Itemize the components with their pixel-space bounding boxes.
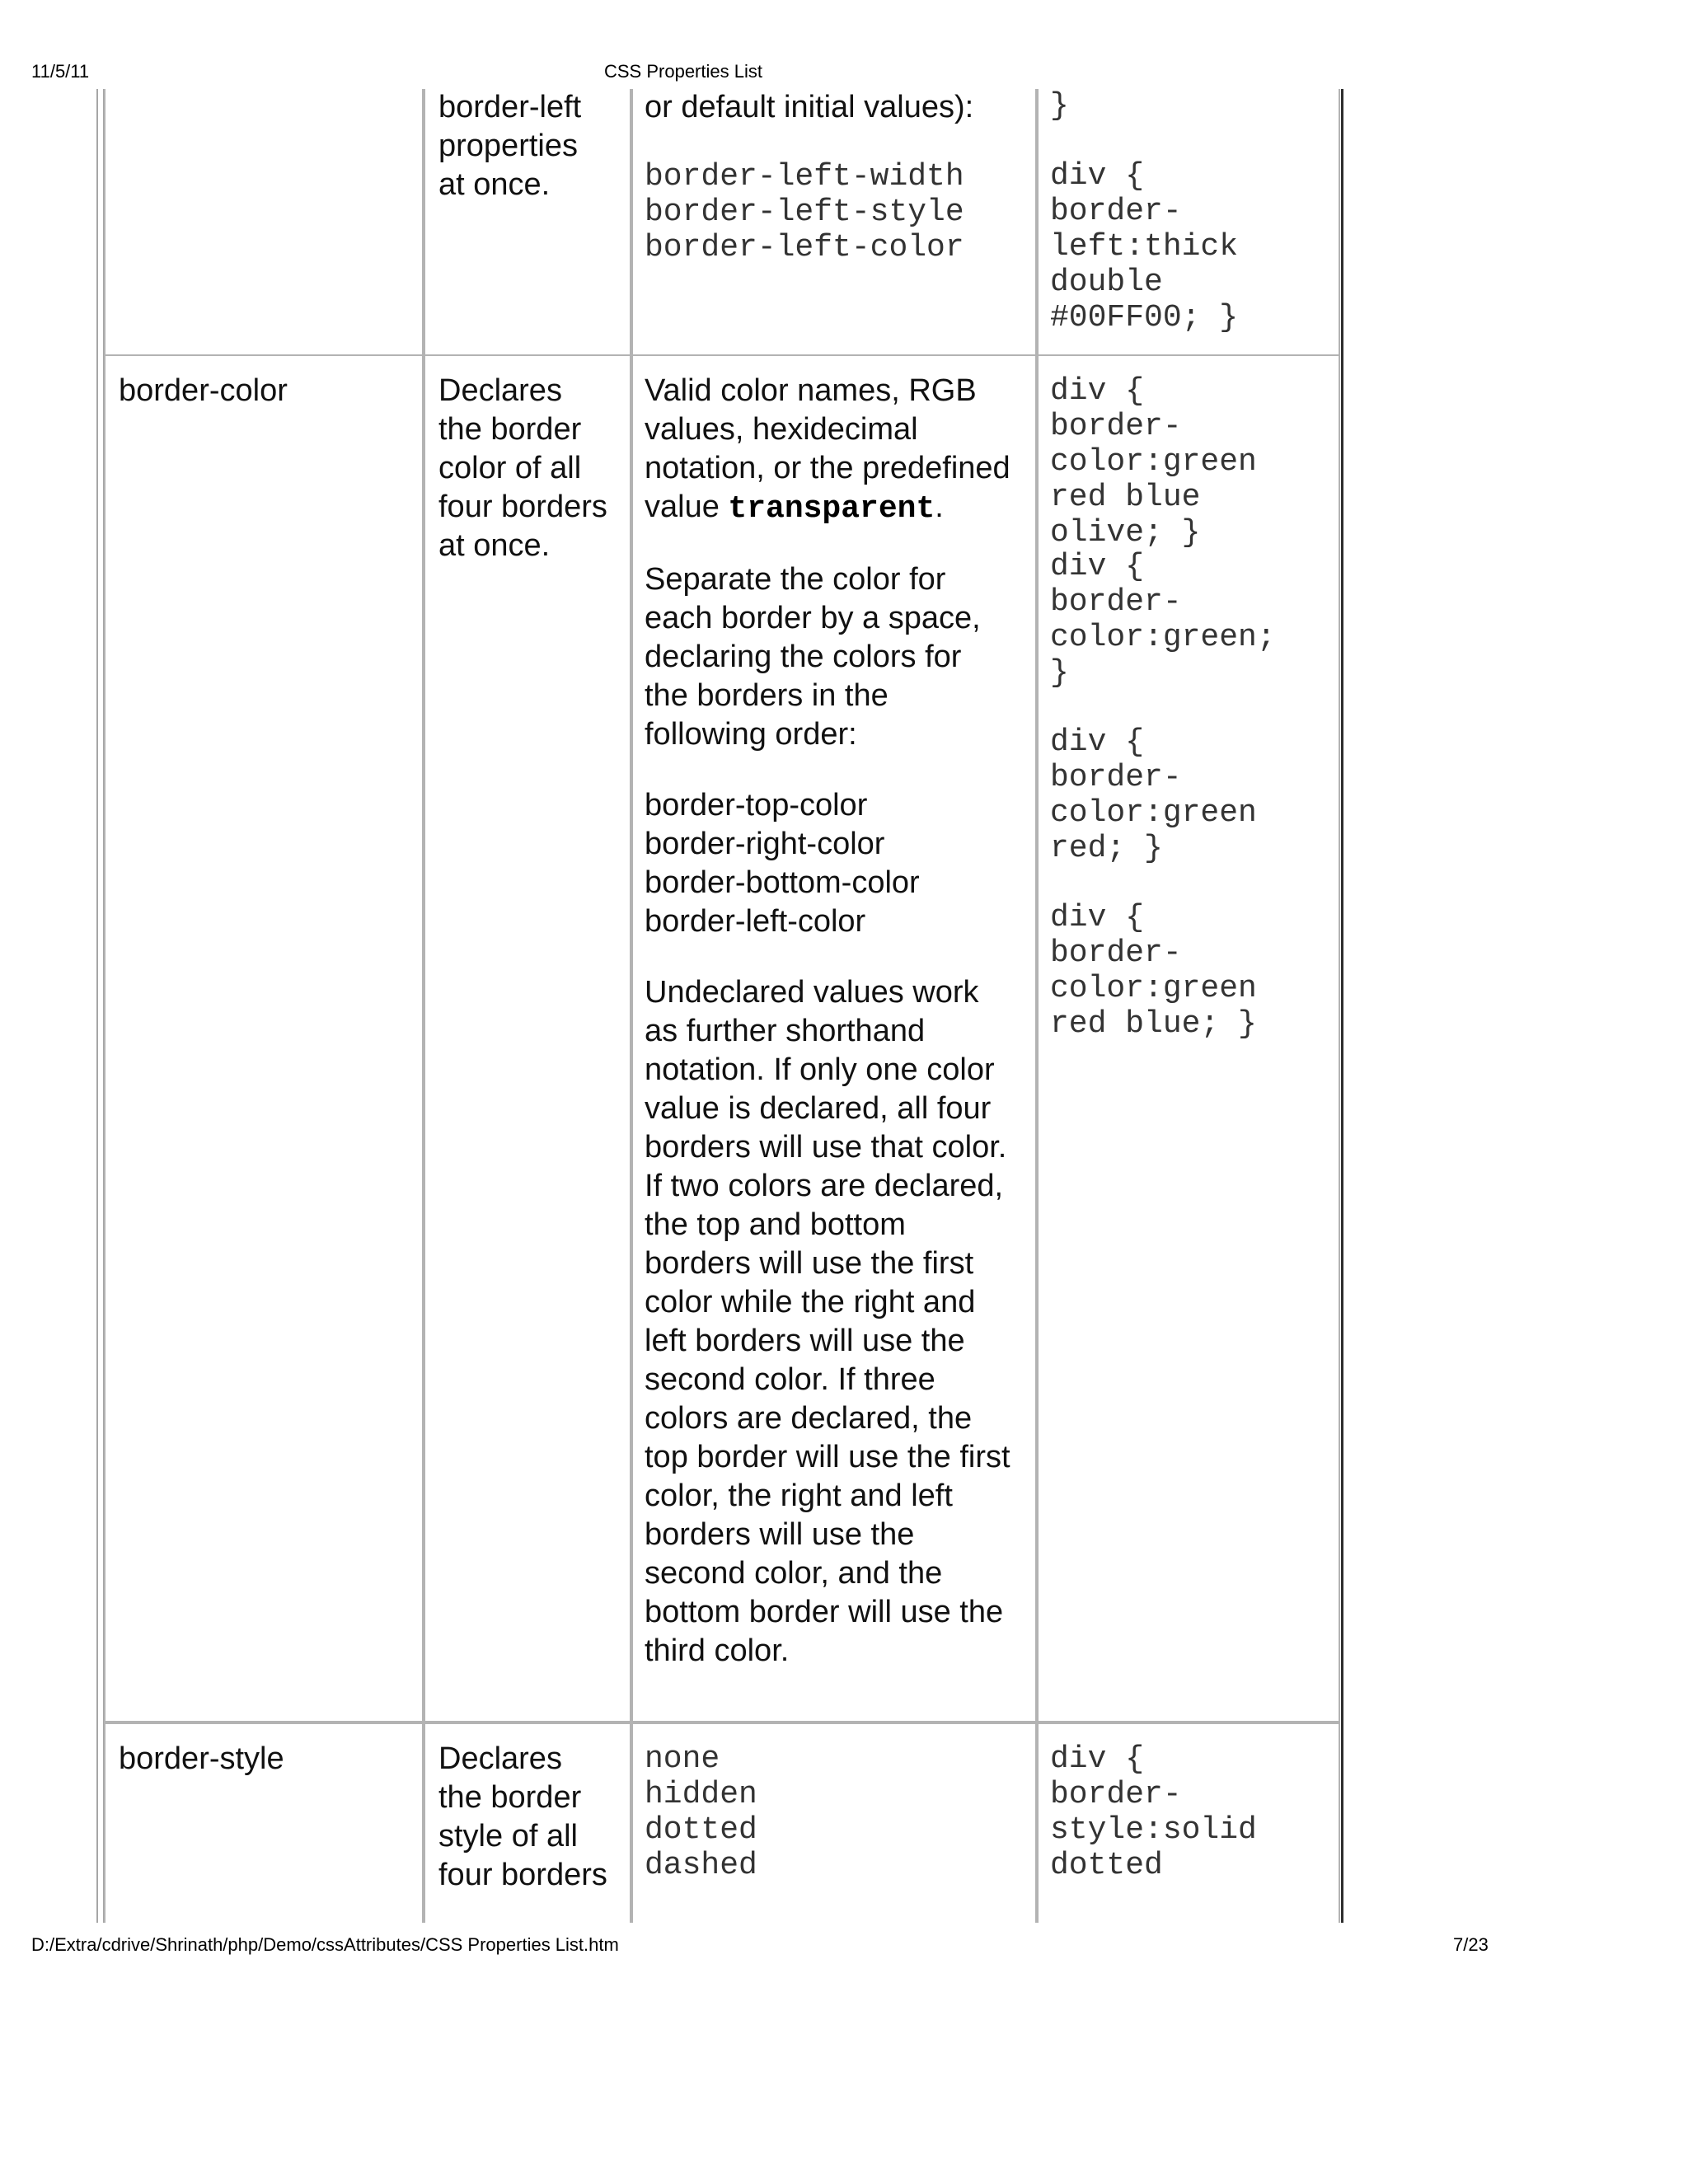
css-properties-table bbox=[99, 89, 1352, 1923]
property-name: border-color bbox=[119, 373, 288, 408]
border-color-order-list: border-top-color border-right-color border-bottom-color border-left-color bbox=[645, 788, 920, 939]
property-name: border-style bbox=[119, 1741, 284, 1776]
description-cell bbox=[424, 354, 631, 1722]
print-date: 11/5/11 bbox=[31, 61, 90, 82]
description-cell bbox=[424, 1722, 631, 1923]
property-description: border-left properties at once. bbox=[438, 90, 582, 202]
property-cell bbox=[104, 354, 424, 1722]
values-cell bbox=[631, 354, 1037, 1722]
example-code: div { border- color:green; } bbox=[1050, 549, 1276, 691]
separate-colors-text: Separate the color for each border by a space, declaring the colors for the borders in the following order: bbox=[645, 562, 981, 752]
values-intro-text: or default initial values): bbox=[645, 90, 974, 124]
values-list: none hidden dotted dashed bbox=[645, 1741, 757, 1883]
values-text: Valid color names, RGB values, hexidecimal notation, or the predefined value bbox=[645, 373, 1010, 524]
shorthand-notation-text: Undeclared values work as further shorthand notation. If only one color value is declared, all four borders will use that color. If two colors are declared, the top and bottom borders will use the first color while the right and left borders will use the second color. If three colors are declared, the top border will use the first color, the right and left borders will use the second color, and the bottom border will use the third color. bbox=[645, 975, 1010, 1668]
example-code: div { border- color:green red blue olive; } bbox=[1050, 373, 1257, 551]
values-cell bbox=[631, 1722, 1037, 1923]
file-path: D:/Extra/cdrive/Shrinath/php/Demo/cssAttributes/CSS Properties List.htm bbox=[31, 1934, 619, 1955]
values-description bbox=[645, 372, 1010, 1671]
property-cell bbox=[104, 1722, 424, 1923]
document-title: CSS Properties List bbox=[604, 61, 762, 82]
page-number: 7/23 bbox=[1453, 1934, 1489, 1955]
example-cell bbox=[1037, 354, 1340, 1722]
values-list: border-left-width border-left-style border-left-color bbox=[645, 159, 964, 265]
transparent-keyword: transparent bbox=[728, 491, 935, 527]
example-code-end: } bbox=[1050, 89, 1069, 124]
values-period: . bbox=[935, 490, 944, 524]
property-description: Declares the border color of all four borders at once. bbox=[438, 373, 607, 563]
property-description: Declares the border style of all four borders bbox=[438, 1741, 607, 1892]
example-code: div { border- left:thick double #00FF00; } bbox=[1050, 158, 1239, 335]
example-code: div { border- color:green red; } bbox=[1050, 724, 1257, 866]
example-code: div { border- color:green red blue; } bbox=[1050, 900, 1257, 1042]
example-code: div { border- style:solid dotted bbox=[1050, 1741, 1257, 1883]
example-cell bbox=[1037, 1722, 1340, 1923]
